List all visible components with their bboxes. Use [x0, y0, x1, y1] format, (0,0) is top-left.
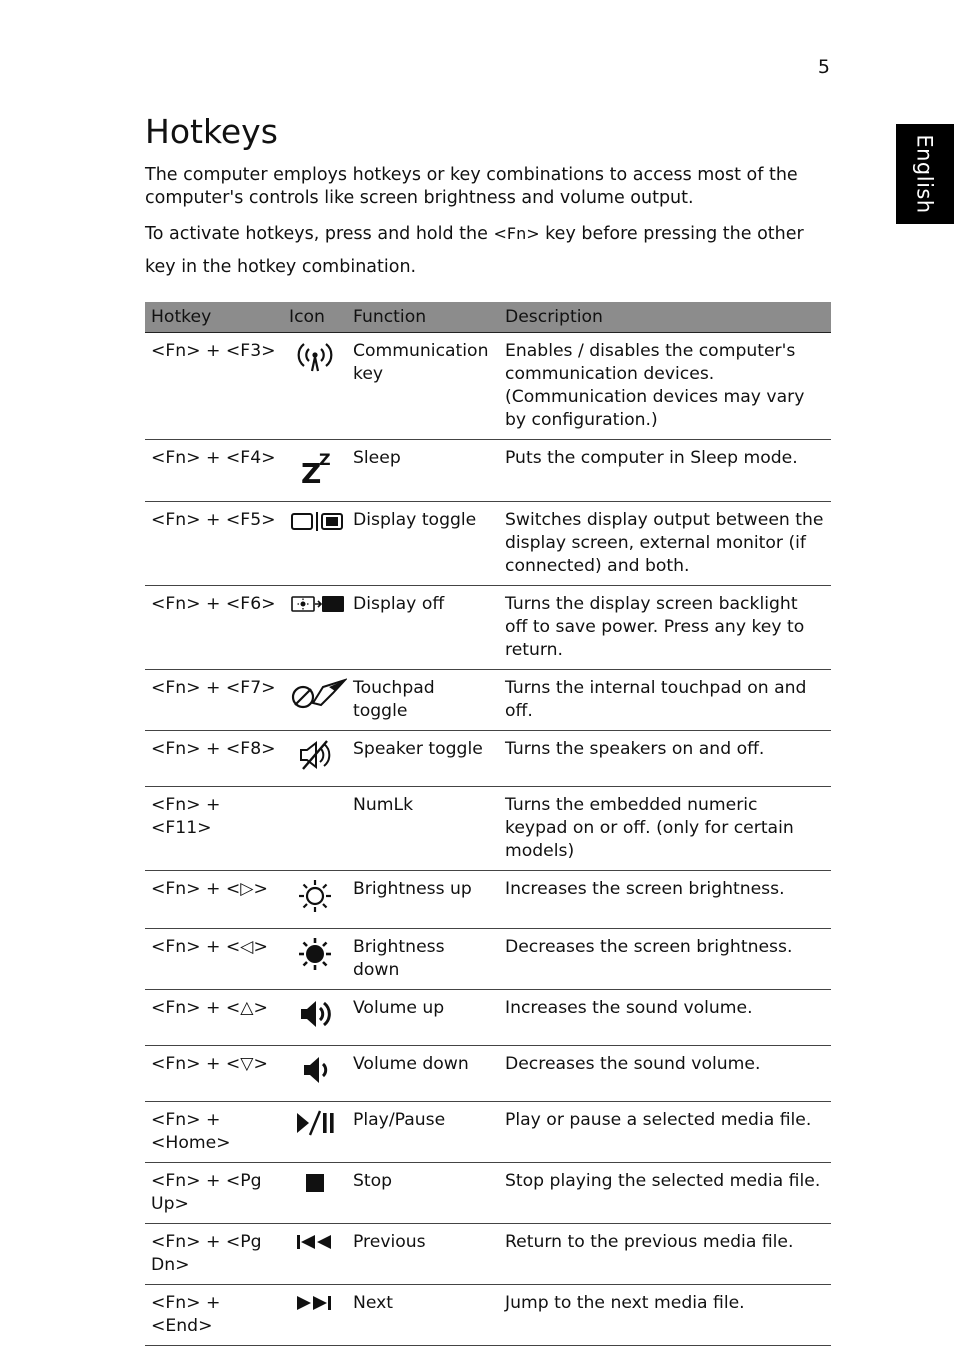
sleep-icon [283, 440, 347, 502]
svg-text:Z: Z [319, 450, 331, 469]
next-icon [283, 1285, 347, 1346]
description-cell: Increases the screen brightness. [499, 871, 831, 929]
table-row [145, 787, 831, 871]
table-row [145, 990, 831, 1046]
volume-down-icon [283, 1046, 347, 1102]
function-cell: Communication key [347, 333, 499, 440]
language-tab [896, 124, 954, 224]
language-tab-label: English [913, 134, 938, 214]
table-row [145, 440, 831, 502]
brightness-down-icon [283, 929, 347, 990]
function-cell: Stop [347, 1163, 499, 1224]
description-cell: Switches display output between the display screen, external monitor (if connected) and both. [499, 502, 831, 586]
function-cell: Previous [347, 1224, 499, 1285]
function-cell: Sleep [347, 440, 499, 502]
description-cell: Jump to the next media file. [499, 1285, 831, 1346]
description-cell: Enables / disables the computer's communication devices. (Communication devices may vary by configuration.) [499, 333, 831, 440]
hotkey-cell: <Fn> + <▷> [145, 871, 283, 929]
header-function: Function [347, 302, 499, 333]
function-cell: Speaker toggle [347, 731, 499, 787]
hotkey-cell: <Fn> + <F8> [145, 731, 283, 787]
speaker-mute-icon [283, 731, 347, 787]
description-cell: Stop playing the selected media file. [499, 1163, 831, 1224]
function-cell: NumLk [347, 787, 499, 871]
function-cell: Brightness down [347, 929, 499, 990]
table-row [145, 1285, 831, 1346]
function-cell: Next [347, 1285, 499, 1346]
table-row [145, 1224, 831, 1285]
description-cell: Puts the computer in Sleep mode. [499, 440, 831, 502]
hotkey-cell: <Fn> + <F5> [145, 502, 283, 586]
function-cell: Brightness up [347, 871, 499, 929]
function-cell: Volume down [347, 1046, 499, 1102]
description-cell: Decreases the sound volume. [499, 1046, 831, 1102]
function-cell: Volume up [347, 990, 499, 1046]
hotkey-cell: <Fn> + <△> [145, 990, 283, 1046]
previous-icon [283, 1224, 347, 1285]
header-icon: Icon [283, 302, 347, 333]
hotkey-cell: <Fn> + <F7> [145, 670, 283, 731]
hotkeys-table [145, 302, 831, 1346]
fn-key-inline: <Fn> [493, 224, 540, 243]
hotkey-cell: <Fn> + <End> [145, 1285, 283, 1346]
table-row [145, 1163, 831, 1224]
page-title: Hotkeys [145, 112, 278, 151]
description-cell: Increases the sound volume. [499, 990, 831, 1046]
intro-paragraph-2 [145, 217, 835, 284]
volume-up-icon [283, 990, 347, 1046]
hotkey-cell: <Fn> + <F3> [145, 333, 283, 440]
table-row [145, 731, 831, 787]
page-number: 5 [817, 56, 830, 78]
display-off-icon [283, 586, 347, 670]
description-cell: Turns the internal touchpad on and off. [499, 670, 831, 731]
display-toggle-icon [283, 502, 347, 586]
hotkey-cell: <Fn> + <Pg Dn> [145, 1224, 283, 1285]
function-cell: Display off [347, 586, 499, 670]
touchpad-toggle-icon [283, 670, 347, 731]
hotkey-cell: <Fn> + <◁> [145, 929, 283, 990]
table-row [145, 1102, 831, 1163]
table-row [145, 333, 831, 440]
table-row [145, 586, 831, 670]
hotkey-cell: <Fn> + <▽> [145, 1046, 283, 1102]
table-body [145, 333, 831, 1346]
intro-paragraph-1: The computer employs hotkeys or key combinations to access most of the computer's controls like screen brightness and volume output. [145, 165, 798, 208]
description-cell: Play or pause a selected media file. [499, 1102, 831, 1163]
hotkey-cell: <Fn> + <F11> [145, 787, 283, 871]
table-row [145, 929, 831, 990]
function-cell: Touchpad toggle [347, 670, 499, 731]
header-hotkey: Hotkey [145, 302, 283, 333]
function-cell: Display toggle [347, 502, 499, 586]
table-row [145, 502, 831, 586]
table-row [145, 871, 831, 929]
play-pause-icon [283, 1102, 347, 1163]
table-row [145, 1046, 831, 1102]
description-cell: Return to the previous media file. [499, 1224, 831, 1285]
hotkey-cell: <Fn> + <F4> [145, 440, 283, 502]
description-cell: Turns the display screen backlight off to save power. Press any key to return. [499, 586, 831, 670]
stop-icon [283, 1163, 347, 1224]
hotkey-cell: <Fn> + <Pg Up> [145, 1163, 283, 1224]
hotkey-cell: <Fn> + <Home> [145, 1102, 283, 1163]
table-header-row [145, 302, 831, 333]
table-row [145, 670, 831, 731]
svg-text:Z: Z [301, 457, 322, 487]
intro-text-after: key before pressing the other key in the hotkey combination. [145, 224, 804, 277]
icon-cell-empty [283, 787, 347, 871]
wireless-icon [283, 333, 347, 440]
function-cell: Play/Pause [347, 1102, 499, 1163]
hotkey-cell: <Fn> + <F6> [145, 586, 283, 670]
intro-text-before: To activate hotkeys, press and hold the [145, 224, 494, 244]
brightness-up-icon [283, 871, 347, 929]
description-cell: Decreases the screen brightness. [499, 929, 831, 990]
header-description: Description [499, 302, 831, 333]
description-cell: Turns the embedded numeric keypad on or off. (only for certain models) [499, 787, 831, 871]
description-cell: Turns the speakers on and off. [499, 731, 831, 787]
